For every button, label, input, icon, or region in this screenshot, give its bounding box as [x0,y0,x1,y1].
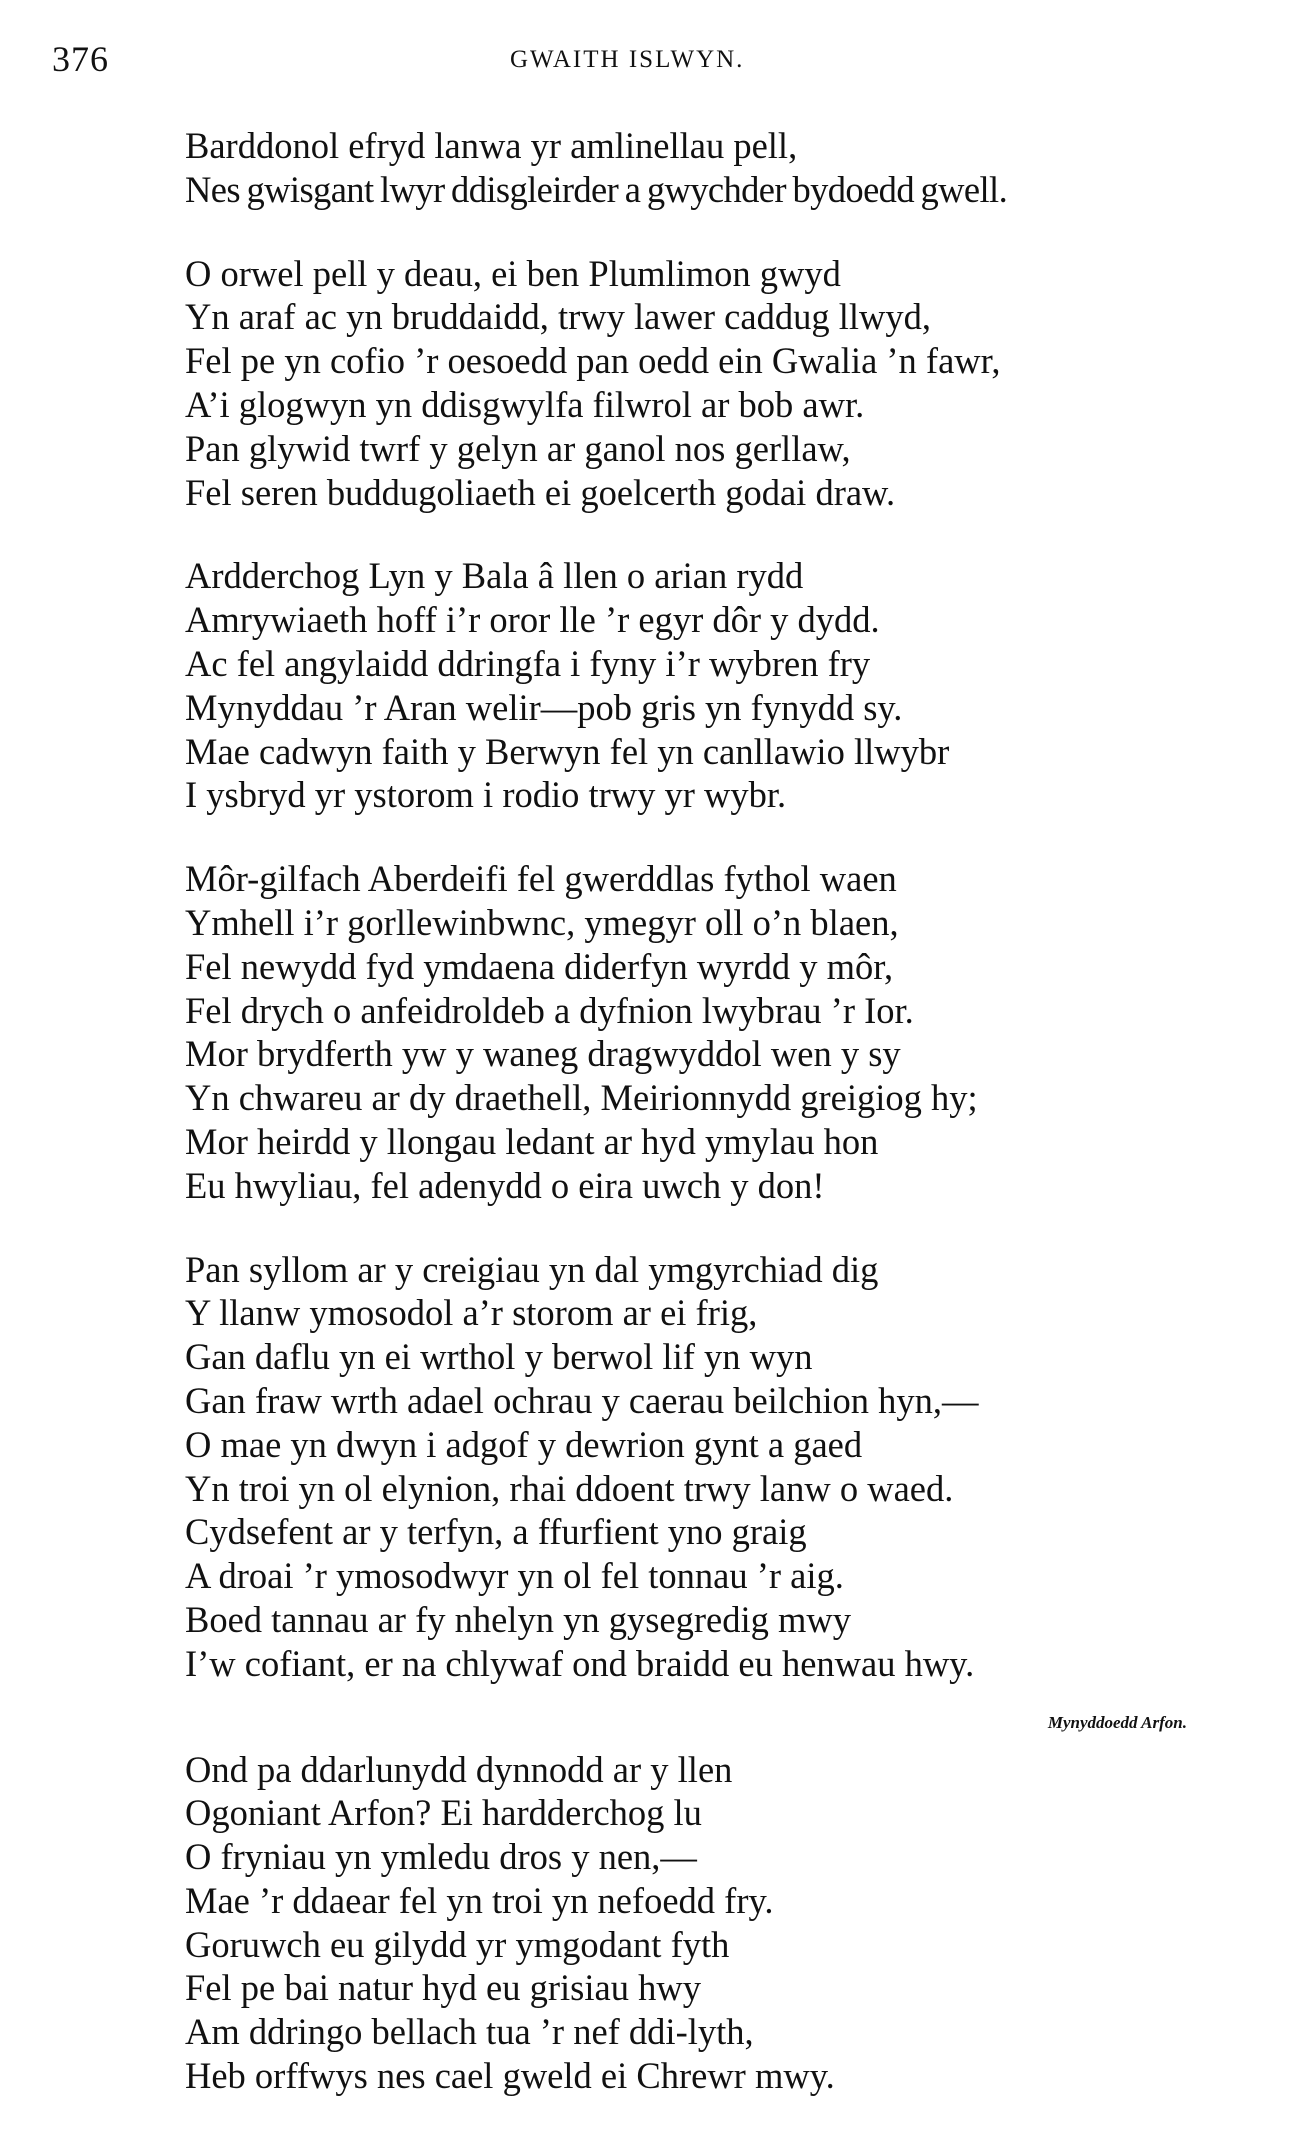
verse-line: Mae ’r ddaear fel yn troi yn nefoedd fry. [185,1879,774,1921]
verse-line: Mynyddau ’r Aran welir—pob gris yn fynydd sy. [185,686,903,728]
stanza [185,124,1265,212]
verse-line: Y llanw ymosodol a’r storom ar ei frig, [185,1292,758,1334]
verse-line: A droai ’r ymosodwyr yn ol fel tonnau ’r aig. [185,1555,844,1597]
stanza [185,554,1265,817]
section-heading: Mynyddoedd Arfon. [1047,1712,1187,1732]
verse-line: O orwel pell y deau, ei ben Plumlimon gwyd [185,252,841,294]
verse-line: Fel newydd fyd ymdaena diderfyn wyrdd y môr, [185,945,894,987]
verse-line: Fel pe yn cofio ’r oesoedd pan oedd ein Gwalia ’n fawr, [185,340,1001,382]
running-title: GWAITH ISLWYN. [510,46,745,73]
verse-line: O mae yn dwyn i adgof y dewrion gynt a gaed [185,1423,863,1465]
verse-line: Yn araf ac yn bruddaidd, trwy lawer caddug llwyd, [185,296,931,338]
stanza [185,1248,1265,1686]
verse-line: I’w cofiant, er na chlywaf ond braidd eu henwau hwy. [185,1642,975,1684]
verse-line: Yn troi yn ol elynion, rhai ddoent trwy lanw o waed. [185,1467,954,1509]
verse-line: Ardderchog Lyn y Bala â llen o arian rydd [185,555,804,597]
verse-line: Am ddringo bellach tua ’r nef ddi-lyth, [185,2011,754,2053]
verse-line: Eu hwyliau, fel adenydd o eira uwch y don! [185,1164,825,1206]
verse-line: Barddonol efryd lanwa yr amlinellau pell, [185,125,798,166]
verse-line: Yn chwareu ar dy draethell, Meirionnydd greigiog hy; [185,1077,978,1119]
stanza [185,1748,1265,2098]
page-header [0,38,1299,88]
verse-line: Ogoniant Arfon? Ei hardderchog lu [185,1792,702,1834]
verse-line: Cydsefent ar y terfyn, a ffurfient yno graig [185,1511,807,1553]
verse-line: Boed tannau ar fy nhelyn yn gysegredig mwy [185,1598,851,1640]
verse-line: Pan glywid twrf y gelyn ar ganol nos gerllaw, [185,427,851,469]
poem-body [185,124,1265,2138]
verse-line: Fel pe bai natur hyd eu grisiau hwy [185,1967,701,2009]
page-number: 376 [52,39,109,79]
verse-line: I ysbryd yr ystorom i rodio trwy yr wybr. [185,774,787,816]
verse-line: Ac fel angylaidd ddringfa i fyny i’r wybren fry [185,642,871,684]
verse-line: Gan daflu yn ei wrthol y berwol lif yn wyn [185,1336,813,1378]
verse-line: Heb orffwys nes cael gweld ei Chrewr mwy. [185,2055,835,2097]
verse-line: Pan syllom ar y creigiau yn dal ymgyrchiad dig [185,1248,879,1290]
verse-line: O fryniau yn ymledu dros y nen,— [185,1836,697,1878]
verse-line: Mor heirdd y llongau ledant ar hyd ymylau hon [185,1120,879,1162]
verse-line: A’i glogwyn yn ddisgwylfa filwrol ar bob awr. [185,383,865,425]
verse-line: Goruwch eu gilydd yr ymgodant fyth [185,1923,730,1965]
verse-line: Fel drych o anfeidroldeb a dyfnion lwybrau ’r Ior. [185,989,914,1031]
verse-line: Ymhell i’r gorllewinbwnc, ymegyr oll o’n blaen, [185,901,899,943]
stanza [185,252,1265,515]
verse-line: Amrywiaeth hoff i’r oror lle ’r egyr dôr y dydd. [185,599,880,641]
stanza [185,857,1265,1207]
verse-line: Gan fraw wrth adael ochrau y caerau beilchion hyn,— [185,1379,979,1421]
verse-line: Môr-gilfach Aberdeifi fel gwerddlas fythol waen [185,858,897,900]
verse-line: Fel seren buddugoliaeth ei goelcerth godai draw. [185,471,896,513]
verse-line: Ond pa ddarlunydd dynnodd ar y llen [185,1748,733,1790]
verse-line: Nes gwisgant lwyr ddisgleirder a gwychder bydoedd gwell. [185,168,1008,210]
verse-line: Mae cadwyn faith y Berwyn fel yn canllawio llwybr [185,730,950,772]
verse-line: Mor brydferth yw y waneg dragwyddol wen y sy [185,1033,901,1075]
